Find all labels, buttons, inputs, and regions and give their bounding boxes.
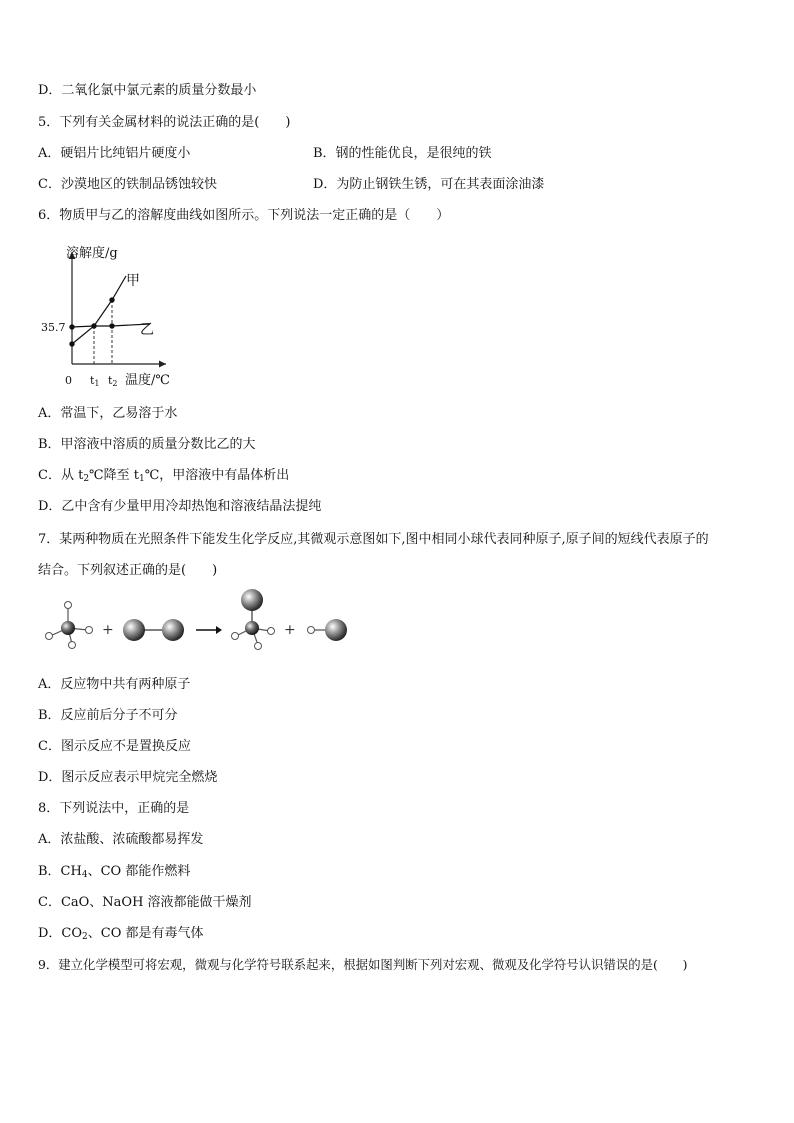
solubility-chart <box>38 238 188 390</box>
point-yi-t2 <box>109 323 114 328</box>
origin-label: 0 <box>65 374 72 387</box>
point-jia-0 <box>69 341 74 346</box>
series-yi-label: 乙 <box>140 322 154 338</box>
y-tick-label: 35.7 <box>41 321 66 334</box>
q6-option-a: A．常温下，乙易溶于水 <box>38 406 178 421</box>
q7-stem-line1: 7．某两种物质在光照条件下能发生化学反应,其微观示意图如下,图中相同小球代表同种原子,原子间的短线代表原子的 <box>38 532 709 547</box>
plus-sign-1: + <box>102 622 114 638</box>
q5-option-a: A．硬铝片比纯铝片硬度小 <box>38 146 191 161</box>
q4-option-d: D．二氧化氯中氯元素的质量分数最小 <box>38 83 257 98</box>
q8-option-b: B．$CH_4$、CO 都能作燃料 <box>38 864 191 880</box>
x-axis-label: 温度/℃ <box>125 373 170 388</box>
methane-molecule <box>46 602 93 649</box>
point-intersection-t1 <box>91 323 96 328</box>
q8-option-d: D．$CO_2$、CO 都是有毒气体 <box>38 926 204 942</box>
chloromethane-molecule <box>232 589 275 650</box>
q7-stem-line2: 结合。下列叙述正确的是( ) <box>38 563 218 578</box>
reaction-arrow <box>196 626 222 634</box>
q6-option-c: C．从 $t_2℃$降至 $t_1℃$，甲溶液中有晶体析出 <box>38 468 290 484</box>
q8-stem: 8．下列说法中，正确的是 <box>38 801 190 816</box>
point-jia-t2 <box>109 297 114 302</box>
y-axis-label: 溶解度/g <box>66 246 118 261</box>
q6-option-d: D．乙中含有少量甲用冷却热饱和溶液结晶法提纯 <box>38 499 322 514</box>
series-jia-line <box>72 276 126 344</box>
q5-option-d: D．为防止钢铁生锈，可在其表面涂油漆 <box>313 177 545 192</box>
x-tick-t1: t1 <box>90 374 100 388</box>
point-yi-0 <box>69 324 74 329</box>
q7-option-a: A．反应物中共有两种原子 <box>38 677 191 692</box>
q7-option-d: D．图示反应表示甲烷完全燃烧 <box>38 770 218 785</box>
q6-stem: 6．物质甲与乙的溶解度曲线如图所示。下列说法一定正确的是（ ） <box>38 208 450 223</box>
q9-stem: 9．建立化学模型可将宏观，微观与化学符号联系起来，根据如图判断下列对宏观、微观及化学符号认识错误的是( ) <box>38 957 688 972</box>
q5-option-b: B．钢的性能优良，是很纯的铁 <box>313 146 492 161</box>
x-tick-t2: t2 <box>108 374 118 388</box>
q8-option-a: A．浓盐酸、浓硫酸都易挥发 <box>38 832 204 847</box>
plus-sign-2: + <box>284 622 296 638</box>
q5-stem: 5．下列有关金属材料的说法正确的是( ) <box>38 115 291 130</box>
q7-option-b: B．反应前后分子不可分 <box>38 708 178 723</box>
reaction-diagram <box>40 588 360 658</box>
q5-option-c: C．沙漠地区的铁制品锈蚀较快 <box>38 177 217 192</box>
q6-option-b: B．甲溶液中溶质的质量分数比乙的大 <box>38 437 256 452</box>
q8-option-c: C．CaO、NaOH 溶液都能做干燥剂 <box>38 895 252 910</box>
q7-option-c: C．图示反应不是置换反应 <box>38 739 191 754</box>
series-jia-label: 甲 <box>126 273 140 289</box>
chlorine-molecule <box>123 619 184 641</box>
hydrogen-chloride-molecule <box>308 619 348 641</box>
